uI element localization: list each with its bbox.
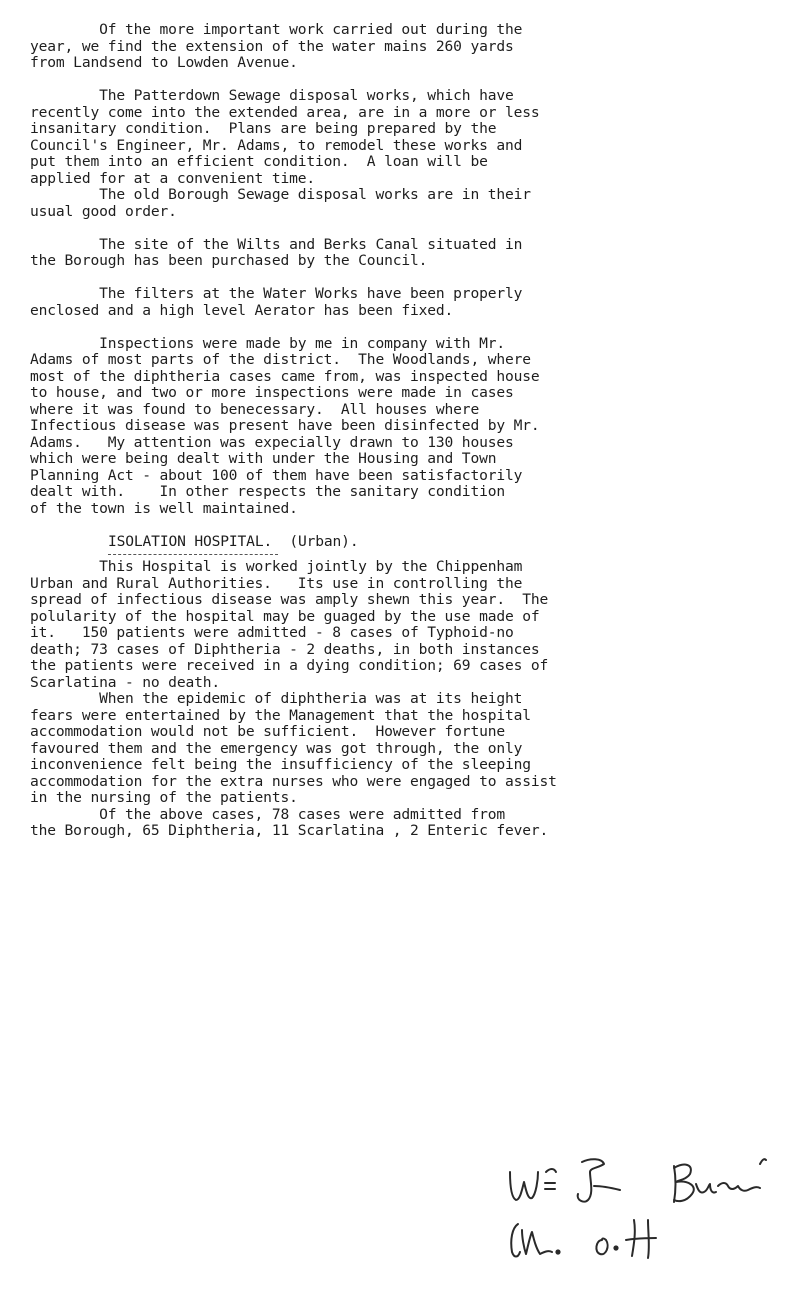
text-line: applied for at a convenient time. [30,169,315,187]
text-line: enclosed and a high level Aerator has been fixed. [30,301,454,319]
text-line: where it was found to benecessary. All houses where [30,400,480,418]
text-line: The Patterdown Sewage disposal works, which have [30,87,514,104]
text-line: Urban and Rural Authorities. Its use in controlling the [30,574,523,592]
text-line: inconvenience felt being the insufficiency of the sleeping [30,756,531,773]
text-line: The filters at the Water Works have been properly [30,285,523,302]
text-line: to house, and two or more inspections were made in cases [30,384,514,401]
text-line: Planning Act - about 100 of them have been satisfactorily [30,466,523,484]
text-line: Of the more important work carried out during the [30,21,523,38]
text-line: in the nursing of the patients. [30,789,298,806]
text-line: When the epidemic of diphtheria was at its height [30,690,523,707]
text-line: Scarlatina - no death. [30,673,220,691]
text-line: recently come into the extended area, are in a more or less [30,103,540,121]
paragraph-inspections [30,336,775,518]
text-line: fears were entertained by the Management that the hospital [30,706,531,724]
text-line: most of the diphtheria cases came from, was inspected house [30,367,540,385]
document-page [30,22,775,840]
section-heading-isolation-hospital: ISOLATION HOSPITAL. (Urban). [108,532,359,550]
paragraph-filters [30,286,775,319]
text-line: of the town is well maintained. [30,499,298,517]
text-line: The old Borough Sewage disposal works are in their [30,186,531,203]
text-line: Infectious disease was present have been disinfected by Mr. [30,417,540,434]
text-line: usual good order. [30,202,177,220]
handwritten-signature [498,1128,768,1278]
paragraph-isolation-hospital [30,559,775,840]
paragraph-water-mains [30,22,775,72]
text-line: Inspections were made by me in company with Mr. [30,334,505,352]
text-line: polularity of the hospital may be guaged by the use made of [30,607,540,625]
text-line: from Landsend to Lowden Avenue. [30,54,298,71]
text-line: Adams. My attention was expecially drawn to 130 houses [30,433,514,451]
text-line: year, we find the extension of the water mains 260 yards [30,37,514,55]
text-line: favoured them and the emergency was got through, the only [30,739,523,757]
text-line: the Borough has been purchased by the Council. [30,252,428,269]
text-line: accommodation for the extra nurses who were engaged to assist [30,772,557,790]
text-line: which were being dealt with under the Housing and Town [30,450,497,467]
text-line: the patients were received in a dying condition; 69 cases of [30,657,549,674]
text-line: Council's Engineer, Mr. Adams, to remodel these works and [30,136,523,154]
heading-underline [108,554,278,555]
text-line: Of the above cases, 78 cases were admitted from [30,805,505,823]
text-line: it. 150 patients were admitted - 8 cases of Typhoid-no [30,624,514,641]
text-line: death; 73 cases of Diphtheria - 2 deaths, in both instances [30,640,540,658]
text-line: This Hospital is worked jointly by the Chippenham [30,558,523,575]
text-line: dealt with. In other respects the sanitary condition [30,483,505,500]
paragraph-canal [30,237,775,270]
text-line: accommodation would not be sufficient. However fortune [30,723,505,740]
text-line: the Borough, 65 Diphtheria, 11 Scarlatina , 2 Enteric fever. [30,822,549,839]
text-line: insanitary condition. Plans are being prepared by the [30,120,497,137]
text-line: put them into an efficient condition. A loan will be [30,153,488,170]
text-line: spread of infectious disease was amply shewn this year. The [30,591,549,608]
paragraph-sewage-works [30,88,775,220]
text-line: The site of the Wilts and Berks Canal situated in [30,235,523,253]
text-line: Adams of most parts of the district. The Woodlands, where [30,351,531,368]
